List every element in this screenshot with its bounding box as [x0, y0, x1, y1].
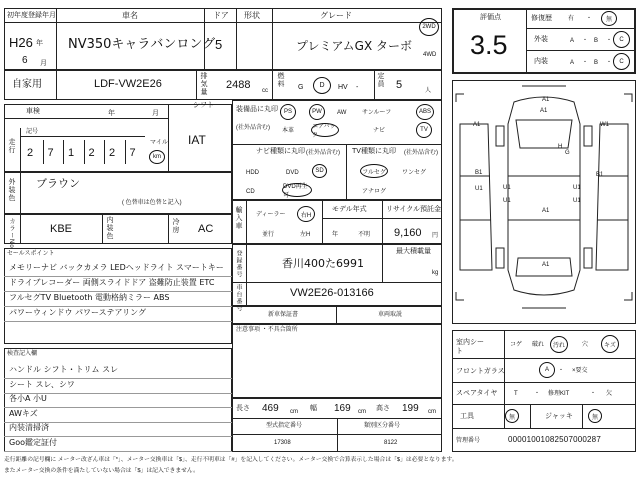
- mile-label: マイル: [150, 140, 168, 146]
- interior-b: B: [594, 60, 599, 66]
- model-code: LDF-VW2E26: [94, 78, 162, 90]
- interior-dot2: ・: [606, 60, 613, 66]
- type-cert-value: 17308: [274, 440, 291, 446]
- equip-ps-circle: PS: [280, 104, 296, 120]
- exterior-c-circle: C: [613, 31, 630, 48]
- car-name: NV350キャラバンロング: [68, 37, 216, 52]
- damage-mark: B1: [475, 170, 483, 176]
- damage-mark: B1: [596, 172, 604, 178]
- mileage-digit: 7: [129, 147, 136, 159]
- interior-dot1: ・: [582, 60, 589, 66]
- spare-dot2: ・: [590, 391, 597, 397]
- inspection-label: 車検: [26, 108, 40, 115]
- damage-mark: A1: [542, 208, 550, 214]
- seat-scratch-circle: キズ: [601, 335, 619, 353]
- car-diagram: [452, 80, 636, 324]
- selling-point-line: フルセグTV Bluetooth 電動格納ミラー ABS: [9, 293, 170, 302]
- grade-label: グレード: [320, 11, 352, 20]
- width-unit: cm: [358, 409, 366, 415]
- color-no-label: カラーNo: [8, 218, 14, 249]
- repair-label: 修復歴: [531, 15, 552, 22]
- month-unit: 月: [40, 60, 47, 67]
- repair-dot: ・: [586, 16, 593, 22]
- length-value: 469: [262, 403, 279, 414]
- front-glass-replace: ×要交: [572, 368, 588, 374]
- class-label: 類別区分番号: [364, 423, 401, 429]
- displacement-value: 2488: [226, 79, 251, 91]
- height-label: 高さ: [376, 405, 390, 412]
- displacement-unit: cc: [262, 88, 268, 94]
- mileage-digit: 2: [27, 147, 34, 159]
- nav-hdd: HDD: [246, 170, 259, 176]
- front-glass-dot: ・: [558, 368, 565, 374]
- damage-mark: W1: [600, 122, 609, 128]
- height-value: 199: [402, 403, 419, 414]
- equipment-title: 装備品に丸印: [236, 106, 278, 113]
- tv-type-title: TV種類に丸印: [352, 148, 396, 155]
- year-unit: 年: [36, 40, 43, 47]
- first-reg-label: 初年度登録年月: [7, 12, 56, 19]
- spare-dot1: ・: [534, 391, 541, 397]
- equip-pw-circle: PW: [309, 104, 325, 120]
- spare-none: 欠: [606, 391, 613, 397]
- docs-frame: [232, 306, 442, 324]
- damage-mark: H: [558, 144, 563, 150]
- damage-mark: U1: [573, 198, 581, 204]
- jack-label: ジャッキ: [545, 413, 573, 420]
- nav-dvd-play-circle: DVD再生可: [282, 183, 312, 197]
- tv-fullseg-circle: フルセグ: [360, 164, 388, 178]
- plate-label: 登録番号: [235, 250, 241, 278]
- nav-sd-circle: SD: [312, 164, 327, 178]
- handle-left: 左H: [300, 232, 311, 238]
- tv-oneseg: ワンセグ: [402, 170, 427, 176]
- nav-dvd: DVD: [286, 170, 299, 176]
- tools-label: 工具: [460, 413, 474, 420]
- color-label: 外装色: [8, 178, 15, 202]
- mileage-digit: 1: [68, 147, 75, 159]
- equip-leather: 本革: [282, 128, 295, 134]
- front-glass-label: フロントガラス: [456, 368, 505, 375]
- ac-label: 冷房: [172, 218, 179, 234]
- damage-mark: A1: [473, 122, 481, 128]
- usage-value: 自家用: [12, 79, 42, 90]
- recycle-value: 9,160: [394, 227, 422, 239]
- spare-kit: 修理KIT: [548, 391, 570, 397]
- inspector-notes-title: 検査記入欄: [7, 351, 38, 357]
- exterior-dot2: ・: [606, 38, 613, 44]
- era-year: H26: [9, 35, 33, 50]
- interior-a: A: [570, 60, 575, 66]
- selling-point-line: パワーウィンドウ パワーステアリング: [9, 308, 147, 317]
- inspection-month-unit: 月: [152, 110, 159, 117]
- seat-dirt-circle: 汚れ: [550, 336, 568, 353]
- inspector-note-line: ハンドル シフト・トリム スレ: [9, 365, 119, 374]
- nav-cd: CD: [246, 189, 255, 195]
- equip-navi: ナビ: [373, 128, 386, 134]
- ac-value: AC: [198, 223, 214, 235]
- damage-mark: G: [565, 150, 570, 156]
- reg-month: 6: [22, 55, 28, 66]
- nav-type-sub: (社外品含む): [306, 150, 340, 156]
- interior-label: 内装: [534, 58, 548, 65]
- car-name-label: 車名: [122, 11, 138, 20]
- tv-type-sub: (社外品含む): [404, 150, 438, 156]
- exterior-a: A: [570, 38, 575, 44]
- inspector-note-line: 各小A 小U: [9, 394, 47, 403]
- jack-none-circle: 無: [588, 409, 602, 423]
- exterior-dot1: ・: [582, 38, 589, 44]
- damage-mark: A1: [542, 262, 550, 268]
- interior-c-circle: C: [613, 53, 630, 70]
- length-unit: cm: [290, 409, 298, 415]
- inspector-note-line: AWキズ: [9, 408, 38, 418]
- equip-sunroof: サンルーフ: [362, 110, 392, 116]
- chassis-value: VW2E26-013166: [290, 287, 374, 299]
- height-unit: cm: [428, 409, 436, 415]
- chassis-label: 車台番号: [235, 284, 241, 312]
- width-label: 幅: [310, 405, 317, 412]
- damage-mark: U1: [503, 198, 511, 204]
- km-circle: km: [149, 150, 165, 164]
- fuel-label: 燃料: [277, 72, 284, 88]
- shape-label: 形状: [244, 11, 260, 20]
- nav-type-title: ナビ種類に丸印: [256, 148, 305, 155]
- max-load-label: 最大積載量: [396, 248, 431, 255]
- damage-mark: U1: [475, 186, 483, 192]
- damage-mark: A1: [542, 97, 550, 103]
- inspector-note-line: Goo鑑定証付: [9, 437, 57, 447]
- selling-point-line: メモリーナビ バックカメラ LEDヘッドライト スマートキー: [9, 263, 224, 272]
- equip-airbag-circle: エアバック: [311, 123, 339, 137]
- exterior-label: 外装: [534, 36, 548, 43]
- mileage-digit: 2: [88, 147, 95, 159]
- handle-right-circle: 右H: [297, 206, 315, 222]
- capacity-value: 5: [396, 79, 403, 91]
- model-year-unknown: 不明: [358, 232, 371, 238]
- shift-label: シフト: [193, 102, 214, 109]
- damage-mark: A1: [540, 108, 548, 114]
- drive-2wd-circle: 2WD: [419, 18, 439, 36]
- color-no-value: KBE: [50, 223, 73, 235]
- tools-none-circle: 無: [505, 409, 519, 423]
- import-dealer: ディーラー: [256, 212, 286, 218]
- equip-tv-circle: TV: [416, 122, 432, 138]
- door-count: 5: [215, 37, 223, 52]
- shift-value: IAT: [188, 133, 206, 147]
- width-value: 169: [334, 403, 351, 414]
- capacity-label: 定員: [377, 72, 384, 88]
- fuel-d-circle: D: [313, 77, 331, 94]
- model-year-label: モデル年式: [332, 206, 367, 213]
- recycle-unit: 円: [432, 233, 439, 239]
- color-value: ブラウン: [36, 177, 80, 190]
- class-value: 8122: [384, 440, 398, 446]
- grade-value: プレミアムGX ターボ: [296, 39, 413, 53]
- import-label: 輸入車: [235, 206, 242, 230]
- length-label: 長さ: [236, 405, 250, 412]
- footer-line-1: 走行距離の記号欄に メーター改ざん車は「*」、メーター交換車は「$」、走行不明車は「#」を記入してください。メーター交換で合算表示した場合は「$」は必要となります。: [4, 457, 458, 463]
- model-year-unit: 年: [332, 232, 339, 238]
- fuel-hv: HV: [338, 84, 348, 91]
- mgmt-label: 管理番号: [456, 438, 481, 444]
- interior-color-label: 内装色: [106, 216, 113, 240]
- mileage-label: 走行: [8, 138, 15, 154]
- import-parallel: 並行: [262, 232, 275, 238]
- drive-4wd: 4WD: [423, 52, 437, 58]
- fuel-g: G: [298, 84, 304, 91]
- capacity-unit: 人: [425, 88, 432, 94]
- max-load-unit: kg: [432, 270, 439, 276]
- inspection-year-unit: 年: [108, 110, 115, 117]
- equip-aw: AW: [337, 110, 347, 116]
- inspector-note-line: シート スレ、シワ: [9, 379, 75, 389]
- seat-hole: 穴: [582, 342, 589, 348]
- mgmt-number: 00001001082507000287: [508, 435, 601, 444]
- warranty-label: 新車保証書: [268, 312, 299, 318]
- repair-none-circle: 無: [601, 11, 617, 26]
- mileage-digit: 7: [47, 147, 54, 159]
- plate-value: 香川400た6991: [282, 257, 364, 270]
- door-label: ドア: [213, 11, 229, 20]
- selling-points-title: セールスポイント: [7, 251, 55, 257]
- damage-mark: U1: [503, 185, 511, 191]
- interior-seat-label: 室内シート: [456, 339, 484, 356]
- mileage-digit: 2: [109, 147, 116, 159]
- equipment-subtitle: (社外品含む): [236, 125, 270, 131]
- color-note: ( 色替車は色替と記入): [122, 200, 182, 206]
- fuel-other: -: [356, 84, 359, 91]
- exterior-b: B: [594, 38, 599, 44]
- selling-point-line: ドライブレコーダー 両側スライドドア 盗難防止装置 ETC: [9, 278, 215, 287]
- rating-label: 評価点: [480, 14, 501, 21]
- type-cert-label: 型式指定番号: [266, 423, 303, 429]
- manual-label: 車両取説: [378, 312, 403, 318]
- spare-t: T: [514, 391, 518, 397]
- rating-score: 3.5: [470, 30, 508, 60]
- note-label: 記号: [26, 129, 39, 135]
- notes-frame: [232, 324, 442, 398]
- seat-burn: コゲ: [510, 342, 523, 348]
- recycle-label: リサイクル預託金: [386, 206, 442, 213]
- notes-label: 注意事項 ・不具合箇所: [236, 327, 298, 333]
- equip-abs-circle: ABS: [416, 104, 434, 120]
- seat-tear: 破れ: [532, 342, 545, 348]
- spare-tire-label: スペアタイヤ: [456, 390, 498, 397]
- front-glass-a-circle: A: [539, 362, 555, 378]
- footer-line-2: またメーター交換の条件を満たしていない場合は「$」は記入できません。: [4, 468, 199, 474]
- tv-analog: アナログ: [362, 189, 387, 195]
- displacement-label: 排気量: [200, 72, 207, 96]
- inspector-note-line: 内装清掃済: [9, 423, 49, 432]
- damage-mark: U1: [573, 185, 581, 191]
- repair-yes: 有: [568, 16, 575, 22]
